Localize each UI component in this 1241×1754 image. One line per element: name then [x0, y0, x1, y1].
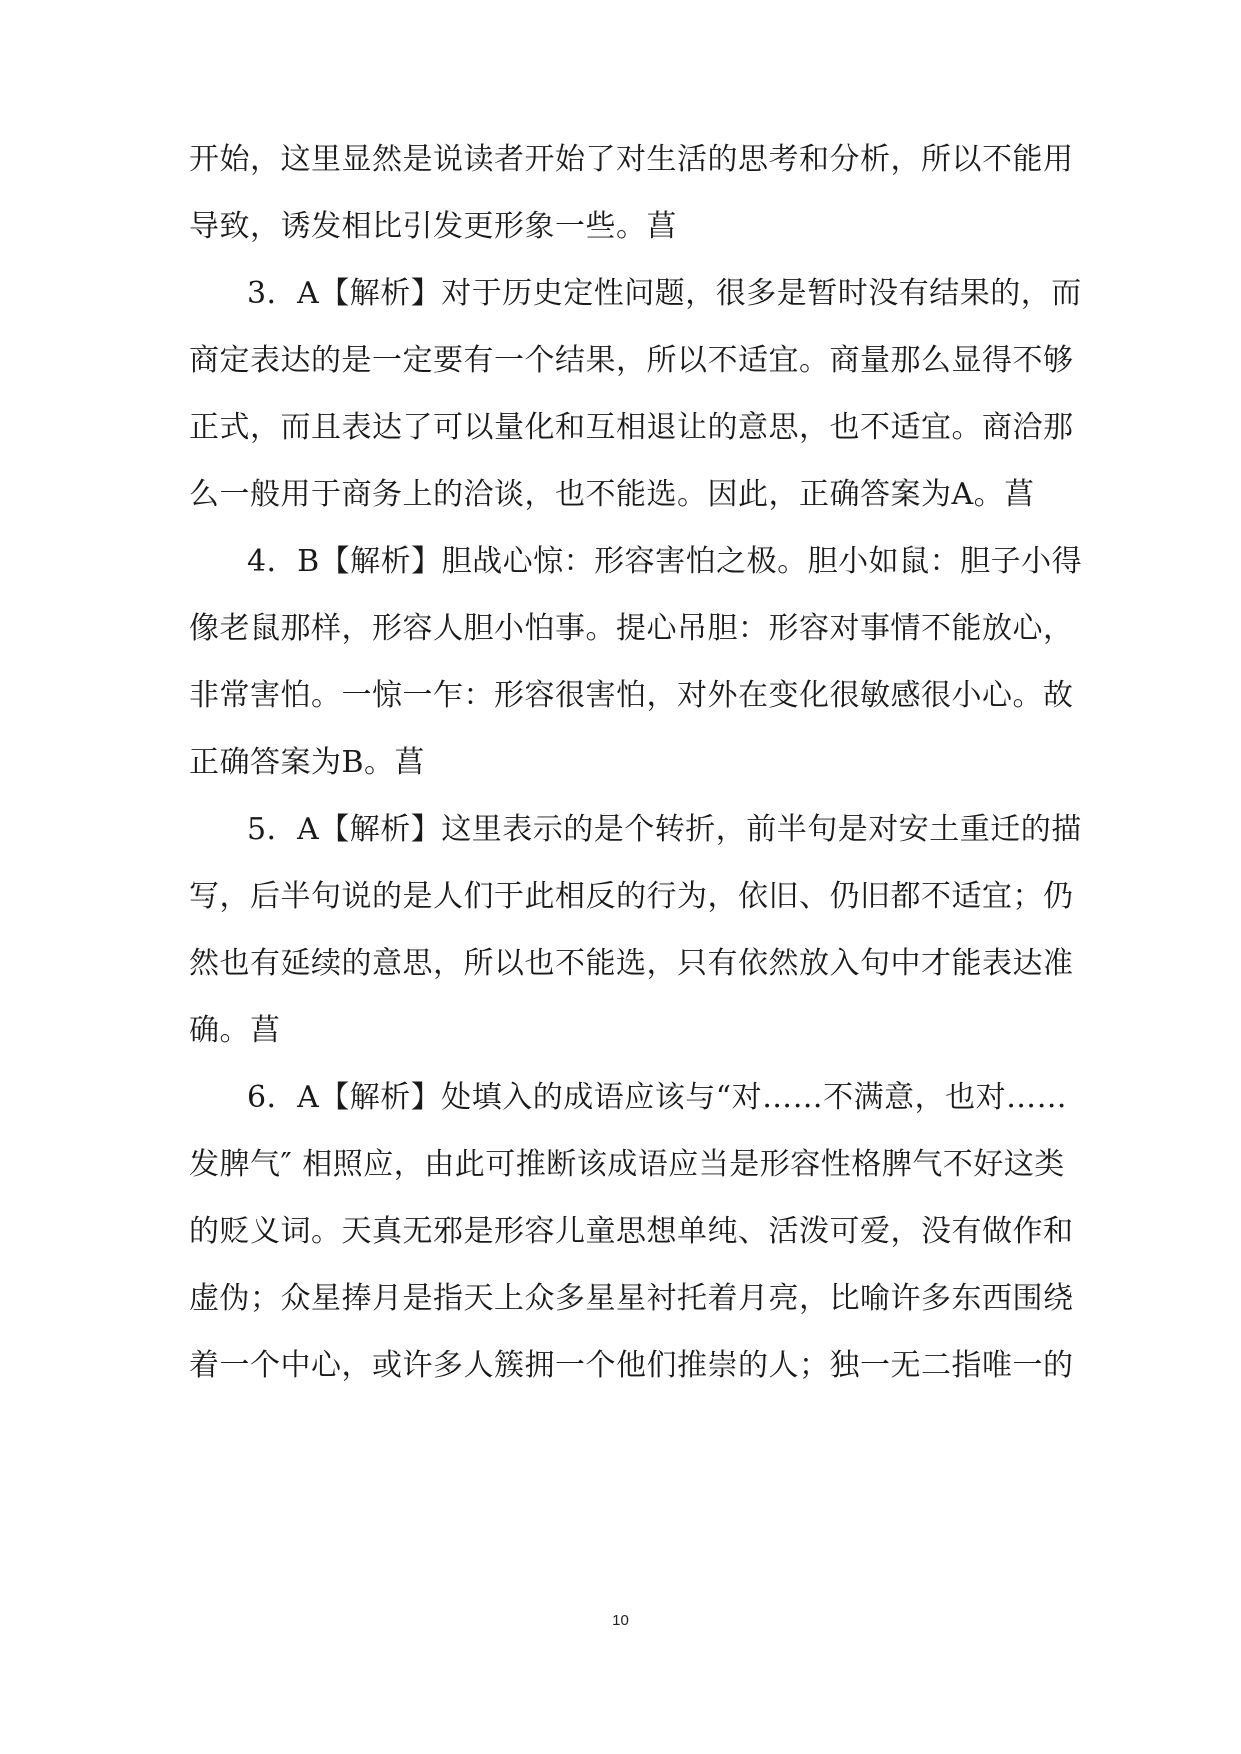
answer-5-line: 5．A【解析】这里表示的是个转折，前半句是对安土重迁的描 [247, 812, 1082, 847]
text-line: 写，后半句说的是人们于此相反的行为，依旧、仍旧都不适宜；仍 [189, 879, 1074, 914]
text-line: 然也有延续的意思，所以也不能选，只有依然放入句中才能表达准 [189, 946, 1074, 981]
text-line: 着一个中心，或许多人簇拥一个他们推崇的人；独一无二指唯一的 [189, 1348, 1074, 1383]
text-line: 么一般用于商务上的洽谈，也不能选。因此，正确答案为A。菖 [189, 477, 1035, 512]
answer-3-line: 3．A【解析】对于历史定性问题，很多是暂时没有结果的，而 [247, 276, 1082, 311]
text-line: 确。菖 [189, 1013, 281, 1048]
text-line: 虚伪；众星捧月是指天上众多星星衬托着月亮，比喻许多东西围绕 [189, 1281, 1074, 1316]
page-number: 10 [612, 1612, 629, 1629]
text-line: 像老鼠那样，形容人胆小怕事。提心吊胆：形容对事情不能放心， [189, 611, 1074, 646]
text-line: 导致，诱发相比引发更形象一些。菖 [189, 209, 677, 244]
text-line: 的贬义词。天真无邪是形容儿童思想单纯、活泼可爱，没有做作和 [189, 1214, 1074, 1249]
text-line: 正确答案为B。菖 [189, 745, 426, 780]
text-line: 开始，这里显然是说读者开始了对生活的思考和分析，所以不能用 [189, 142, 1074, 177]
text-line: 发脾气″ 相照应，由此可推断该成语应当是形容性格脾气不好这类 [189, 1147, 1065, 1182]
text-line: 正式，而且表达了可以量化和互相退让的意思，也不适宜。商洽那 [189, 410, 1074, 445]
answer-6-line: 6．A【解析】处填入的成语应该与“对……不满意，也对…… [247, 1080, 1068, 1115]
text-line: 商定表达的是一定要有一个结果，所以不适宜。商量那么显得不够 [189, 343, 1074, 378]
answer-4-line: 4．B【解析】胆战心惊：形容害怕之极。胆小如鼠：胆子小得 [247, 544, 1083, 579]
text-line: 非常害怕。一惊一乍：形容很害怕，对外在变化很敏感很小心。故 [189, 678, 1074, 713]
